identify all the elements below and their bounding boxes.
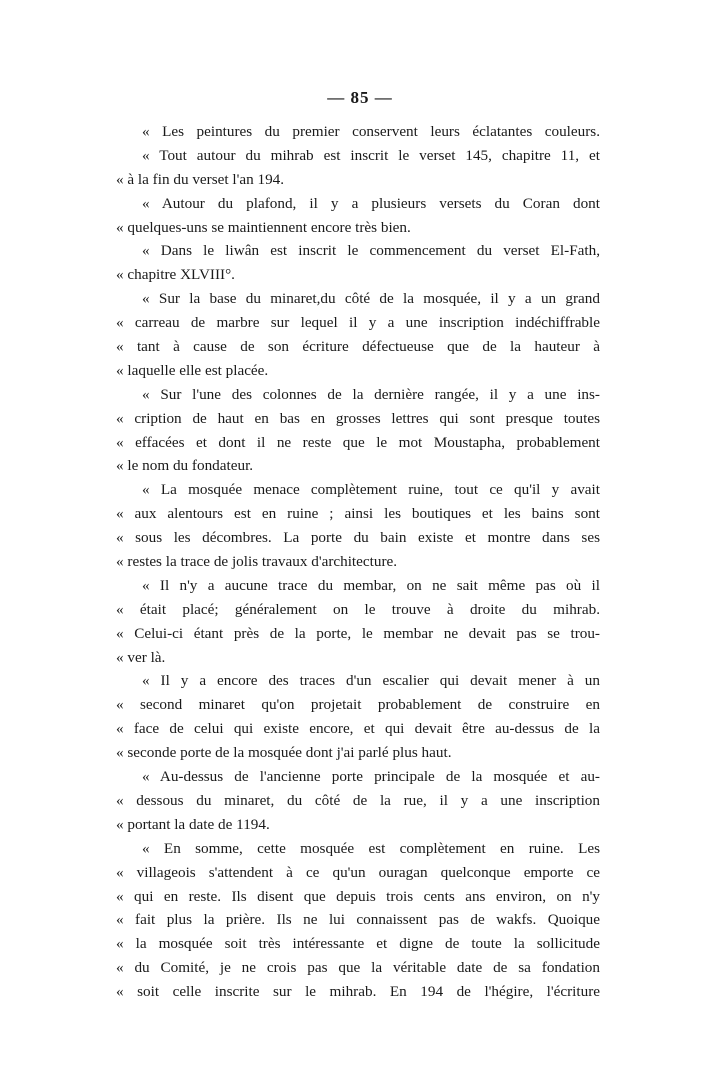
text-line: « cription de haut en bas en grosses lettres qui sont presque toutes [116, 409, 600, 427]
text-line: « face de celui qui existe encore, et qui devait être au-dessus de la [116, 720, 600, 738]
text-line: « Tout autour du mihrab est inscrit le verset 145, chapitre 11, et [142, 146, 600, 164]
text-line: « La mosquée menace complètement ruine, tout ce qu'il y avait [142, 481, 600, 499]
text-line: « restes la trace de jolis travaux d'architecture. [116, 553, 398, 571]
text-line: « dessous du minaret, du côté de la rue, il y a une inscription [116, 791, 600, 809]
text-line: « Au-dessus de l'ancienne porte principale de la mosquée et au- [142, 768, 600, 786]
body-text [116, 120, 600, 1004]
text-line: « était placé; généralement on le trouve à droite du mihrab. [116, 600, 600, 618]
text-line: « chapitre XLVIII°. [116, 266, 235, 284]
text-line: « le nom du fondateur. [116, 457, 254, 475]
text-line: « effacées et dont il ne reste que le mot Moustapha, probablement [116, 433, 600, 451]
text-line: « qui en reste. Ils disent que depuis trois cents ans environ, on n'y [116, 887, 600, 905]
page-number: — 85 — [327, 88, 393, 107]
text-line: « fait plus la prière. Ils ne lui connaissent pas de wakfs. Quoique [116, 911, 600, 929]
text-line: « villageois s'attendent à ce qu'un ouragan quelconque emporte ce [116, 863, 600, 881]
text-line: « quelques-uns se maintiennent encore très bien. [116, 218, 411, 236]
text-line: « aux alentours est en ruine ; ainsi les boutiques et les bains sont [116, 505, 600, 523]
text-line: « En somme, cette mosquée est complètement en ruine. Les [142, 839, 600, 857]
text-line: « seconde porte de la mosquée dont j'ai parlé plus haut. [116, 744, 452, 762]
text-line: « à la fin du verset l'an 194. [116, 170, 285, 188]
text-line: « Sur l'une des colonnes de la dernière rangée, il y a une ins- [142, 385, 600, 403]
text-line: « laquelle elle est placée. [116, 361, 269, 379]
text-line: « du Comité, je ne crois pas que la véritable date de sa fondation [116, 959, 600, 977]
text-line: « second minaret qu'on projetait probablement de construire en [116, 696, 600, 714]
text-line: « tant à cause de son écriture défectueuse que de la hauteur à [116, 338, 600, 356]
text-line: « Dans le liwân est inscrit le commencement du verset El-Fath, [142, 242, 600, 260]
text-line: « Il y a encore des traces d'un escalier qui devait mener à un [142, 672, 600, 690]
text-line: « Les peintures du premier conservent leurs éclatantes couleurs. [142, 123, 600, 140]
text-line: « Sur la base du minaret,du côté de la mosquée, il y a un grand [142, 290, 600, 308]
text-line: « sous les décombres. La porte du bain existe et montre dans ses [116, 529, 600, 547]
text-line: « Celui-ci étant près de la porte, le membar ne devait pas se trou- [116, 624, 600, 642]
text-line: « portant la date de 1194. [116, 815, 270, 833]
text-line: « ver là. [116, 648, 166, 666]
text-line: « soit celle inscrite sur le mihrab. En 194 de l'hégire, l'écriture [116, 983, 600, 1001]
text-line: « la mosquée soit très intéressante et digne de toute la sollicitude [116, 935, 600, 953]
text-line: « carreau de marbre sur lequel il y a une inscription indéchiffrable [116, 314, 600, 332]
text-line: « Autour du plafond, il y a plusieurs versets du Coran dont [142, 194, 600, 212]
text-line: « Il n'y a aucune trace du membar, on ne sait même pas où il [142, 576, 600, 594]
